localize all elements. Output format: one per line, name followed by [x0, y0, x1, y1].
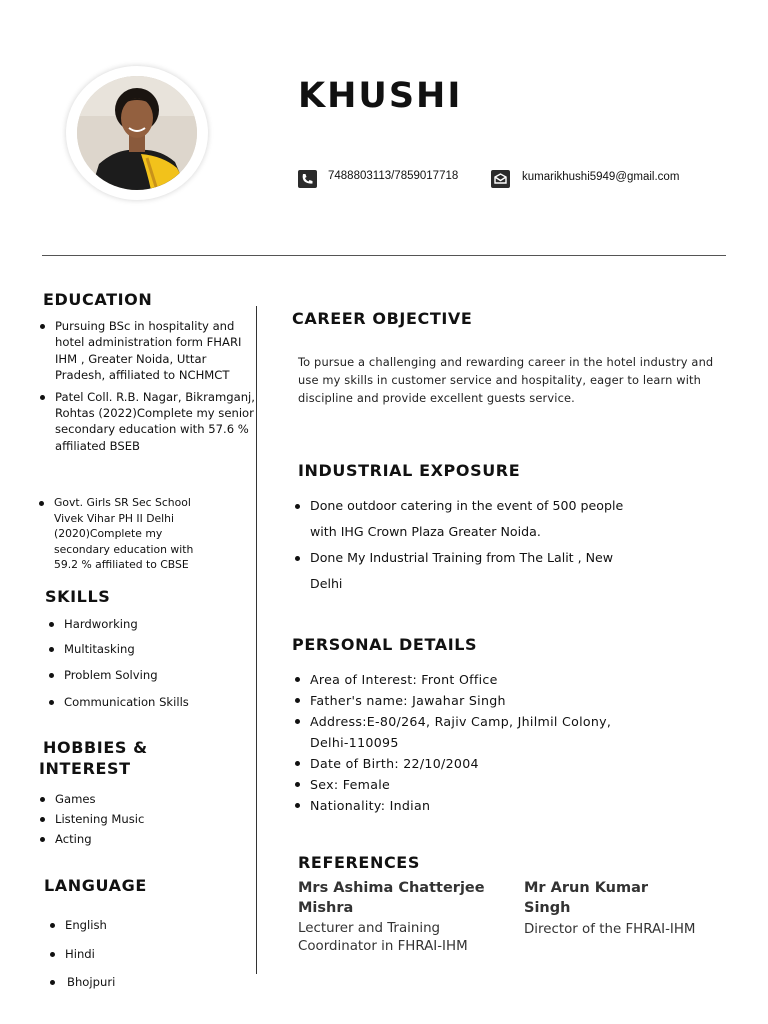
hobby-item: Games — [37, 791, 237, 807]
phone-number[interactable]: 7488803113/7859017718 — [328, 170, 459, 182]
personal-detail-item: Address:E-80/264, Rajiv Camp, Jhilmil Colony, Delhi-110095 — [292, 711, 652, 753]
email-icon — [491, 170, 510, 188]
reference-card — [524, 878, 724, 939]
column-divider — [256, 306, 257, 974]
language-item: Bhojpuri — [47, 974, 247, 990]
career-objective-text: To pursue a challenging and rewarding career in the hotel industry and use my skills in customer service and hospitality, eager to learn with discipline and provide excellent guests service. — [298, 355, 714, 405]
skills-list — [46, 616, 246, 711]
education-item: Govt. Girls SR Sec School Vivek Vihar PH II Delhi (2020)Complete my secondary education with 59.2 % affiliated to CBSE — [36, 495, 216, 573]
hobbies-heading-line2: INTEREST — [39, 759, 131, 778]
career-objective-heading: CAREER OBJECTIVE — [292, 309, 473, 328]
language-item: Hindi — [47, 946, 247, 962]
personal-details-list — [292, 669, 652, 816]
skill-item: Hardworking — [46, 616, 246, 632]
skill-item: Communication Skills — [46, 694, 246, 710]
personal-detail-item: Father's name: Jawahar Singh — [292, 690, 652, 711]
candidate-name: KHUSHI — [298, 76, 463, 116]
profile-photo-illustration — [77, 76, 197, 190]
skill-item: Problem Solving — [46, 667, 246, 683]
education-list-secondary — [36, 495, 216, 573]
personal-detail-item: Sex: Female — [292, 774, 652, 795]
hobby-item: Listening Music — [37, 811, 237, 827]
personal-detail-item: Nationality: Indian — [292, 795, 652, 816]
skills-heading: SKILLS — [45, 587, 111, 606]
exposure-item: Done outdoor catering in the event of 500 people with IHG Crown Plaza Greater Noida. — [292, 493, 642, 545]
language-item: English — [47, 917, 247, 933]
skill-item: Multitasking — [46, 641, 246, 657]
industrial-exposure-list — [292, 493, 642, 597]
personal-detail-item: Area of Interest: Front Office — [292, 669, 652, 690]
hobby-item: Acting — [37, 831, 237, 847]
education-list — [37, 318, 255, 454]
header-divider — [42, 255, 726, 256]
references-heading: REFERENCES — [298, 853, 420, 872]
education-heading: EDUCATION — [43, 290, 153, 309]
phone-icon — [298, 170, 317, 188]
personal-details-heading: PERSONAL DETAILS — [292, 635, 478, 654]
reference-role: Director of the FHRAI-IHM — [524, 922, 696, 937]
exposure-item: Done My Industrial Training from The Lalit , New Delhi — [292, 545, 642, 597]
industrial-exposure-heading: INDUSTRIAL EXPOSURE — [298, 461, 521, 480]
reference-name: Mr Arun Kumar Singh — [524, 880, 649, 916]
reference-name: Mrs Ashima Chatterjee Mishra — [298, 880, 485, 916]
personal-detail-item: Date of Birth: 22/10/2004 — [292, 753, 652, 774]
email-address[interactable]: kumarikhushi5949@gmail.com — [522, 171, 680, 183]
education-item: Patel Coll. R.B. Nagar, Bikramganj, Rohtas (2022)Complete my senior secondary education with 57.6 % affiliated BSEB — [37, 389, 255, 455]
hobbies-heading-line1: HOBBIES & — [43, 738, 148, 757]
language-heading: LANGUAGE — [44, 876, 147, 895]
reference-role: Lecturer and Training Coordinator in FHRAI-IHM — [298, 921, 468, 954]
education-item: Pursuing BSc in hospitality and hotel administration form FHARI IHM , Greater Noida, Uttar Pradesh, affiliated to NCHMCT — [37, 318, 255, 384]
reference-card — [298, 878, 498, 956]
profile-photo — [77, 76, 197, 190]
language-list — [47, 917, 247, 990]
hobbies-list — [37, 791, 237, 847]
